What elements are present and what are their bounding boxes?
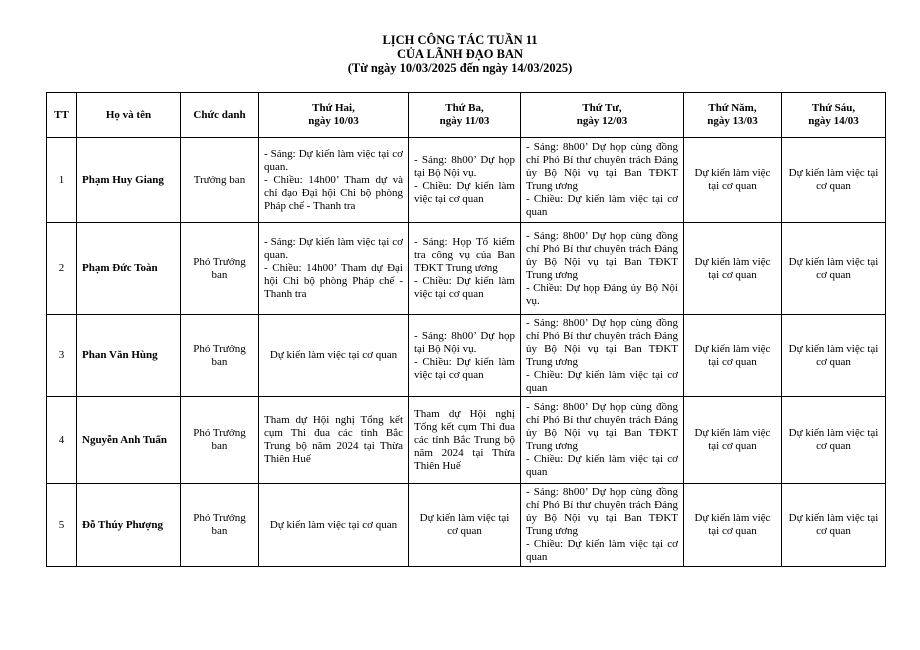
schedule-line: Dự kiến làm việc tại cơ quan (269, 349, 398, 361)
schedule-line: - Sáng: Họp Tổ kiểm tra công vụ của Ban TĐKT Trung ương (414, 236, 515, 274)
thursday-cell: Dự kiến làm việc tại cơ quan (684, 315, 782, 397)
header-monday (259, 93, 409, 138)
schedule-line: - Chiều: 14h00’ Tham dự Đại hội Chi bộ phòng Pháp chế - Thanh tra (264, 262, 403, 300)
wednesday-cell (521, 315, 684, 397)
wednesday-cell (521, 397, 684, 484)
schedule-line: - Sáng: 8h00’ Dự họp tại Bộ Nội vụ. (414, 154, 515, 179)
table-row (47, 484, 886, 567)
person-role: Phó Trưởng ban (181, 315, 259, 397)
friday-cell: Dự kiến làm việc tại cơ quan (782, 484, 886, 567)
tuesday-cell (409, 315, 521, 397)
monday-cell (259, 315, 409, 397)
table-row (47, 223, 886, 315)
monday-cell (259, 138, 409, 223)
table-row (47, 138, 886, 223)
wednesday-cell (521, 484, 684, 567)
thursday-cell: Dự kiến làm việc tại cơ quan (684, 223, 782, 315)
heading-subtitle: CỦA LÃNH ĐẠO BAN (396, 47, 524, 61)
wednesday-cell (521, 138, 684, 223)
tuesday-cell (409, 223, 521, 315)
person-name: Đỗ Thúy Phượng (77, 484, 181, 567)
header-row (47, 93, 886, 138)
header-day: Thứ Năm, (708, 102, 757, 114)
document-heading (0, 33, 920, 75)
schedule-line: - Chiều: Dự kiến làm việc tại cơ quan (414, 180, 515, 205)
monday-cell (259, 397, 409, 484)
schedule-line: Dự kiến làm việc tại cơ quan (419, 512, 510, 537)
schedule-line: - Sáng: 8h00’ Dự họp cùng đồng chí Phó Bí thư chuyên trách Đảng ủy Bộ Nội vụ tại Ban TĐKT Trung ương (526, 141, 678, 192)
header-name: Họ và tên (77, 93, 181, 138)
header-date: ngày 13/03 (707, 115, 758, 127)
header-date: ngày 11/03 (439, 115, 490, 127)
header-day: Thứ Ba, (445, 102, 484, 114)
table-row (47, 315, 886, 397)
schedule-line: - Sáng: 8h00’ Dự họp tại Bộ Nội vụ. (414, 329, 515, 355)
wednesday-cell (521, 223, 684, 315)
schedule-line: - Sáng: 8h00’ Dự họp cùng đồng chí Phó Bí thư chuyên trách Đảng ủy Bộ Nội vụ tại Ban TĐKT Trung ương (526, 486, 678, 537)
table-row (47, 397, 886, 484)
friday-cell: Dự kiến làm việc tại cơ quan (782, 315, 886, 397)
person-role: Trưởng ban (181, 138, 259, 223)
row-number: 2 (47, 223, 77, 315)
person-role: Phó Trưởng ban (181, 484, 259, 567)
header-date: ngày 12/03 (576, 115, 628, 127)
header-friday (782, 93, 886, 138)
schedule-line: - Chiều: Dự kiến làm việc tại cơ quan (414, 355, 515, 381)
header-role: Chức danh (181, 93, 259, 138)
schedule-line: Tham dự Hội nghị Tổng kết cụm Thi đua các tỉnh Bắc Trung bộ năm 2024 tại Thừa Thiên Huế (264, 414, 403, 465)
schedule-line: Tham dự Hội nghị Tổng kết cụm Thi đua các tỉnh Bắc Trung bộ năm 2024 tại Thừa Thiên Huế (414, 407, 515, 472)
schedule-line: - Chiều: Dự họp Đảng ủy Bộ Nội vụ. (526, 281, 678, 307)
header-day: Thứ Tư, (582, 102, 622, 114)
thursday-cell: Dự kiến làm việc tại cơ quan (684, 397, 782, 484)
person-name: Phạm Đức Toàn (77, 223, 181, 315)
tuesday-cell (409, 397, 521, 484)
row-number: 5 (47, 484, 77, 567)
header-tt: TT (47, 93, 77, 138)
row-number: 4 (47, 397, 77, 484)
header-date: ngày 10/03 (308, 115, 359, 127)
header-tuesday (409, 93, 521, 138)
person-name: Phạm Huy Giang (77, 138, 181, 223)
person-name: Phan Văn Hùng (77, 315, 181, 397)
friday-cell: Dự kiến làm việc tại cơ quan (782, 223, 886, 315)
schedule-line: - Sáng: 8h00’ Dự họp cùng đồng chí Phó Bí thư chuyên trách Đảng ủy Bộ Nội vụ tại Ban TĐKT Trung ương (526, 401, 678, 452)
schedule-table (46, 92, 886, 567)
header-date: ngày 14/03 (808, 115, 859, 127)
schedule-line: - Sáng: 8h00’ Dự họp cùng đồng chí Phó Bí thư chuyên trách Đảng ủy Bộ Nội vụ tại Ban TĐKT Trung ương (526, 316, 678, 368)
thursday-cell: Dự kiến làm việc tại cơ quan (684, 138, 782, 223)
schedule-line: - Chiều: Dự kiến làm việc tại cơ quan (526, 368, 678, 394)
friday-cell: Dự kiến làm việc tại cơ quan (782, 397, 886, 484)
heading-title: LỊCH CÔNG TÁC TUẦN 11 (382, 33, 538, 47)
monday-cell (259, 223, 409, 315)
heading-date-range: (Từ ngày 10/03/2025 đến ngày 14/03/2025) (347, 61, 573, 75)
schedule-line: Dự kiến làm việc tại cơ quan (269, 518, 398, 531)
monday-cell (259, 484, 409, 567)
person-role: Phó Trưởng ban (181, 397, 259, 484)
schedule-line: - Chiều: 14h00’ Tham dự và chỉ đạo Đại hội Chi bộ phòng Pháp chế - Thanh tra (264, 173, 403, 212)
row-number: 1 (47, 138, 77, 223)
schedule-line: - Sáng: 8h00’ Dự họp cùng đồng chí Phó Bí thư chuyên trách Đảng ủy Bộ Nội vụ tại Ban TĐKT Trung ương (526, 229, 678, 281)
friday-cell: Dự kiến làm việc tại cơ quan (782, 138, 886, 223)
thursday-cell: Dự kiến làm việc tại cơ quan (684, 484, 782, 567)
tuesday-cell (409, 138, 521, 223)
person-name: Nguyễn Anh Tuấn (77, 397, 181, 484)
schedule-line: - Chiều: Dự kiến làm việc tại cơ quan (526, 193, 678, 218)
schedule-line: - Sáng: Dự kiến làm việc tại cơ quan. (264, 236, 403, 261)
schedule-line: - Sáng: Dự kiến làm việc tại cơ quan. (264, 147, 403, 173)
row-number: 3 (47, 315, 77, 397)
tuesday-cell (409, 484, 521, 567)
schedule-line: - Chiều: Dự kiến làm việc tại cơ quan (414, 275, 515, 300)
schedule-line: - Chiều: Dự kiến làm việc tại cơ quan (526, 453, 678, 478)
schedule-line: - Chiều: Dự kiến làm việc tại cơ quan (526, 538, 678, 563)
person-role: Phó Trưởng ban (181, 223, 259, 315)
header-thursday (684, 93, 782, 138)
header-day: Thứ Sáu, (811, 102, 856, 114)
header-day: Thứ Hai, (312, 102, 355, 114)
header-wednesday (521, 93, 684, 138)
